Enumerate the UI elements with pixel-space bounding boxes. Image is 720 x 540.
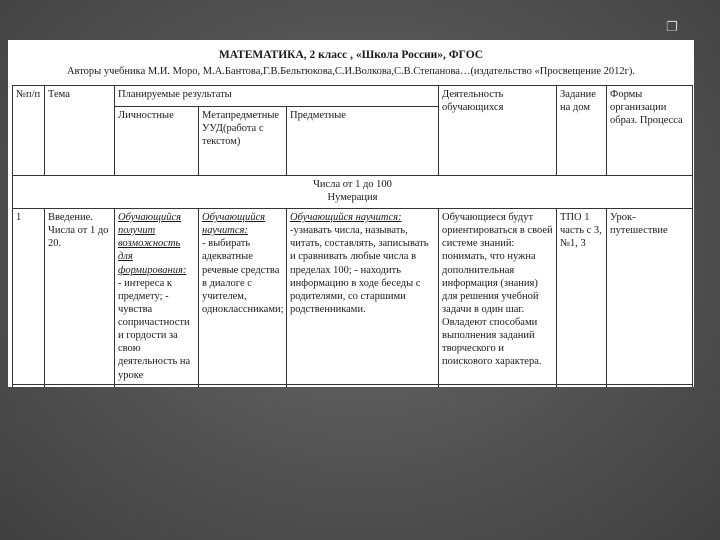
section-row xyxy=(13,176,693,209)
personal-heading: Обучающийся получит возможность для формирования: xyxy=(118,212,187,276)
subheader-metasubject: Метапредметные УУД(работа с текстом) xyxy=(199,107,287,176)
subject-text: -узнавать числа, называть, читать, составлять, записывать и сравнивать любые числа в пределах 100; - находить информацию в ходе беседы с родителями, со старшими родственниками. xyxy=(290,225,429,315)
document-title: МАТЕМАТИКА, 2 класс , «Школа России», ФГОС xyxy=(218,49,484,61)
cell-subject xyxy=(287,209,439,385)
section-heading xyxy=(13,176,693,209)
table-row xyxy=(13,209,693,385)
meta-text: - выбирать адекватные речевые средства в диалоге с учителем, одноклассниками; xyxy=(202,238,284,315)
section-line-2: Нумерация xyxy=(327,192,378,204)
meta-heading: Обучающийся научится: xyxy=(202,212,266,237)
header-planned-results: Планируемые результаты xyxy=(115,86,439,107)
header-activity: Деятельность обучающихся xyxy=(439,86,557,176)
table-blank-row xyxy=(13,384,693,387)
lesson-plan-table xyxy=(12,85,693,387)
cell-homework: ТПО 1 часть с 3, №1, 3 xyxy=(557,209,607,385)
document-subtitle: Авторы учебника М.И. Моро, М.А.Бантова,Г.В.Бельтюкова,С.И.Волкова,С.В.Степанова…(издательство «Просвещение 2012г). xyxy=(66,66,636,77)
cell-metasubject xyxy=(199,209,287,385)
header-num: №п/п xyxy=(13,86,45,176)
header-forms: Формы организации образ. Процесса xyxy=(607,86,693,176)
slide-bullet-icon: ❐ xyxy=(666,20,678,35)
cell-form: Урок-путешествие xyxy=(607,209,693,385)
header-topic: Тема xyxy=(45,86,115,176)
cell-personal xyxy=(115,209,199,385)
subheader-subject: Предметные xyxy=(287,107,439,176)
table-header-row xyxy=(13,86,693,107)
header-homework: Задание на дом xyxy=(557,86,607,176)
cell-topic: Введение. Числа от 1 до 20. xyxy=(45,209,115,385)
cell-num: 1 xyxy=(13,209,45,385)
subject-heading: Обучающийся научится: xyxy=(290,212,402,223)
personal-text: - интереса к предмету; - чувства сопричастности и гордости за свою деятельность на уроке xyxy=(118,277,191,381)
section-line-1: Числа от 1 до 100 xyxy=(313,179,392,190)
cell-activity: Обучающиеся будут ориентироваться в своей системе знаний: понимать, что нужна дополнительная информация (знания) для решения учебной задачи в один шаг. Овладеют способами выполнения заданий творческого и поискового характера. xyxy=(439,209,557,385)
subheader-personal: Личностные xyxy=(115,107,199,176)
document-page xyxy=(8,40,694,387)
